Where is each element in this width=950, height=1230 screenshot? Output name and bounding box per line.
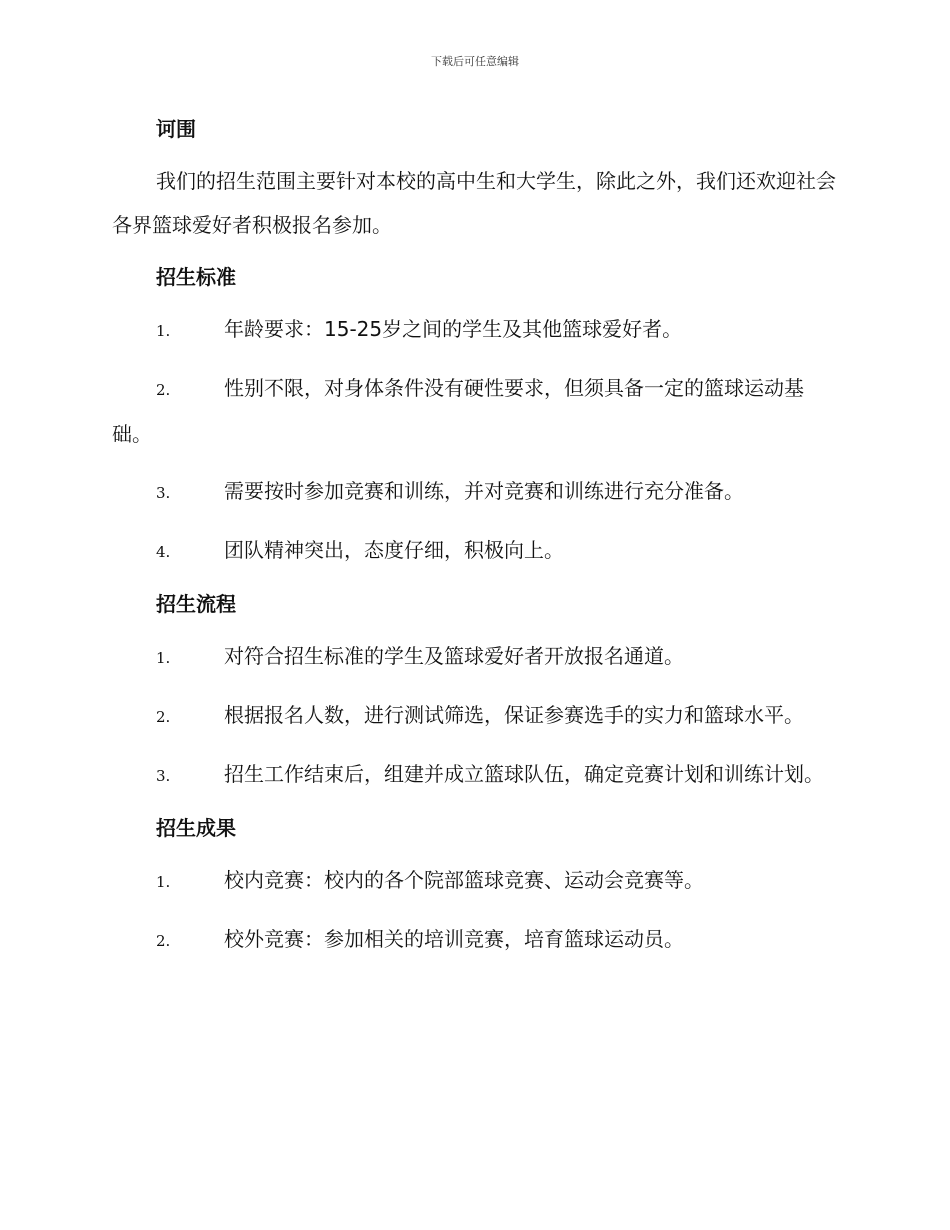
list-item <box>112 528 838 574</box>
section-results <box>112 811 838 963</box>
list-text: 团队精神突出，态度仔细，积极向上。 <box>224 538 564 562</box>
list-text: 根据报名人数，进行测试筛选，保证参赛选手的实力和篮球水平。 <box>224 703 804 727</box>
list-text: 年龄要求：15-25岁之间的学生及其他篮球爱好者。 <box>224 317 683 341</box>
list-text: 对符合招生标准的学生及篮球爱好者开放报名通道。 <box>224 644 684 668</box>
results-list <box>112 858 838 963</box>
list-item <box>112 917 838 963</box>
list-number: 2. <box>156 381 171 399</box>
list-item <box>112 858 838 904</box>
list-number: 2. <box>156 708 171 726</box>
list-item <box>112 307 838 353</box>
standards-list <box>112 307 838 574</box>
list-number: 1. <box>156 322 171 340</box>
section-process <box>112 587 838 798</box>
list-item <box>112 366 838 456</box>
section-title: 招生流程 <box>156 592 236 616</box>
page-header: 下载后可任意编辑 <box>431 55 519 68</box>
section-title: 招生标准 <box>156 265 236 289</box>
list-text: 招生工作结束后，组建并成立篮球队伍，确定竞赛计划和训练计划。 <box>224 762 824 786</box>
list-text: 校内竞赛：校内的各个院部篮球竞赛、运动会竞赛等。 <box>224 868 704 892</box>
list-number: 4. <box>156 543 171 561</box>
list-text: 校外竞赛：参加相关的培训竞赛，培育篮球运动员。 <box>224 927 684 951</box>
list-item <box>112 752 838 798</box>
list-item <box>112 634 838 680</box>
list-number: 1. <box>156 873 171 891</box>
section-title: 招生成果 <box>156 816 236 840</box>
list-number: 2. <box>156 932 171 950</box>
list-item <box>112 693 838 739</box>
list-text: 性别不限，对身体条件没有硬性要求，但须具备一定的篮球运动基础。 <box>112 376 804 446</box>
section-title: 诃围 <box>156 117 196 141</box>
section-standards <box>112 260 838 574</box>
list-text: 需要按时参加竞赛和训练，并对竞赛和训练进行充分准备。 <box>224 479 744 503</box>
list-number: 1. <box>156 649 171 667</box>
list-number: 3. <box>156 767 171 785</box>
section-scope <box>112 112 838 247</box>
section-paragraph: 我们的招生范围主要针对本校的高中生和大学生，除此之外，我们还欢迎社会各界篮球爱好者积极报名参加。 <box>112 169 836 237</box>
list-item <box>112 469 838 515</box>
process-list <box>112 634 838 798</box>
document-body <box>112 112 838 976</box>
list-number: 3. <box>156 484 171 502</box>
